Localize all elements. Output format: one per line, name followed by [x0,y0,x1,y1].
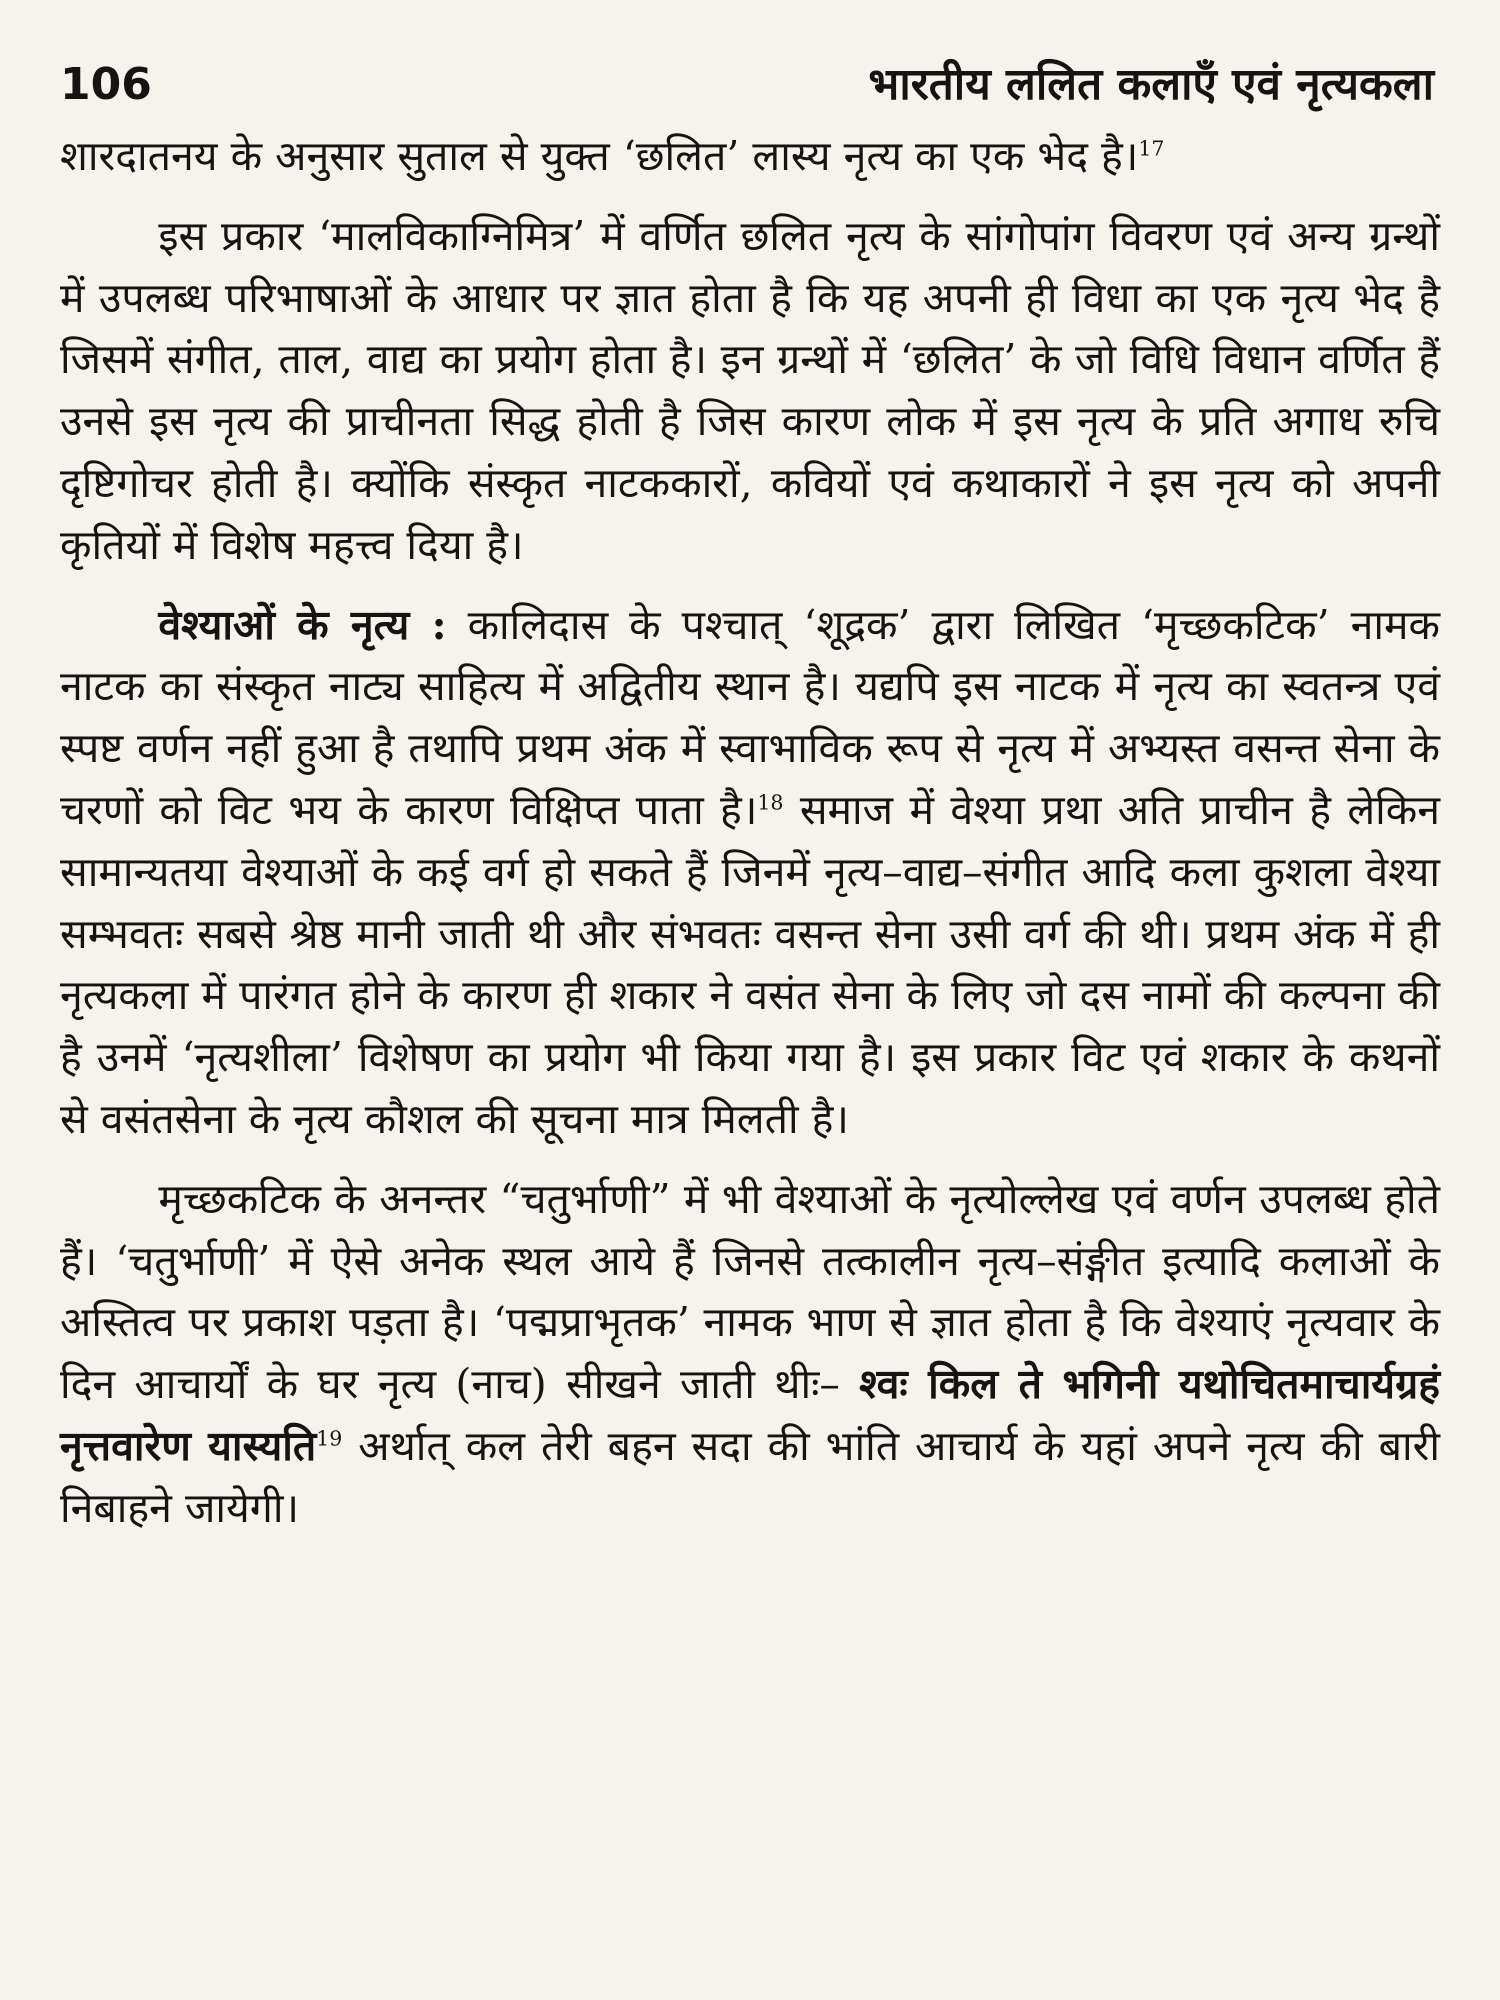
paragraph-4 [60,1169,1440,1540]
paragraph-1-text: शारदातनय के अनुसार सुताल से युक्त ‘छलित’ लास्य नृत्य का एक भेद है। [60,132,1139,180]
footnote-ref-18: 18 [757,790,784,815]
footnote-ref-17: 17 [1138,136,1165,161]
paragraph-2-text: इस प्रकार ‘मालविकाग्निमित्र’ में वर्णित छलित नृत्य के सांगोपांग विवरण एवं अन्य ग्रन्थों में उपलब्ध परिभाषाओं के आधार पर ज्ञात होता है कि यह अपनी ही विधा का एक नृत्य भेद है जिसमें संगीत, ताल, वाद्य का प्रयोग होता है। इन ग्रन्थों में ‘छलित’ के जो विधि विधान वर्णित हैं उनसे इस नृत्य की प्राचीनता सिद्ध होती है जिस कारण लोक में इस नृत्य के प्रति अगाध रुचि दृष्टिगोचर होती है। क्योंकि संस्कृत नाटककारों, कवियों एवं कथाकारों ने इस नृत्य को अपनी कृतियों में विशेष महत्त्व दिया है। [60,211,1440,569]
sanskrit-quote: श्वः किल ते भगिनी यथोचितमाचार्यग्रहं नृत्तवारेण यास्यति [60,1360,1440,1470]
footnote-ref-19: 19 [316,1426,343,1451]
page-number: 106 [60,59,152,110]
running-title: भारतीय ललित कलाएँ एवं नृत्यकला [868,59,1434,110]
body-text [60,126,1440,1540]
paragraph-3-text-a: कालिदास के पश्चात् ‘शूद्रक’ द्वारा लिखित ‘मृच्छकटिक’ नामक नाटक का संस्कृत नाट्य साहित्य में अद्वितीय स्थान है। यद्यपि इस नाटक में नृत्य का स्वतन्त्र एवं स्पष्ट वर्णन नहीं हुआ है तथापि प्रथम अंक में स्वाभाविक रूप से नृत्य में अभ्यस्त वसन्त सेना के चरणों को विट भय के कारण विक्षिप्त पाता है। [60,600,1440,834]
paragraph-3-text-b: समाज में वेश्या प्रथा अति प्राचीन है लेकिन सामान्यतया वेश्याओं के कई वर्ग हो सकते हैं जिनमें नृत्य–वाद्य–संगीत आदि कला कुशला वेश्या सम्भवतः सबसे श्रेष्ठ मानी जाती थी और संभवतः वसन्त सेना उसी वर्ग की थी। प्रथम अंक में ही नृत्यकला में पारंगत होने के कारण ही शकार ने वसंत सेना के लिए जो दस नामों की कल्पना की है उनमें ‘नृत्यशीला’ विशेषण का प्रयोग भी किया गया है। इस प्रकार विट एवं शकार के कथनों से वसंतसेना के नृत्य कौशल की सूचना मात्र मिलती है। [60,785,1440,1143]
section-heading: वेश्याओं के नृत्य : [158,600,447,649]
paragraph-1 [60,126,1440,188]
page-header [60,52,1440,112]
paragraph-4-text-a: मृच्छकटिक के अनन्तर “चतुर्भाणी” में भी वेश्याओं के नृत्योल्लेख एवं वर्णन उपलब्ध होते हैं। ‘चतुर्भाणी’ में ऐसे अनेक स्थल आये हैं जिनसे तत्कालीन नृत्य–संङ्गीत इत्यादि कलाओं के अस्तित्व पर प्रकाश पड़ता है। ‘पद्मप्राभृतक’ नामक भाण से ज्ञात होता है कि वेश्याएं नृत्यवार के दिन आचार्यों के घर नृत्य (नाच) सीखने जाती थीः– [60,1174,1440,1409]
paragraph-3 [60,595,1440,1151]
paragraph-4-text-b: अर्थात् कल तेरी बहन सदा की भांति आचार्य के यहां अपने नृत्य की बारी निबाहने जायेगी। [60,1421,1440,1532]
paragraph-2 [60,206,1440,577]
